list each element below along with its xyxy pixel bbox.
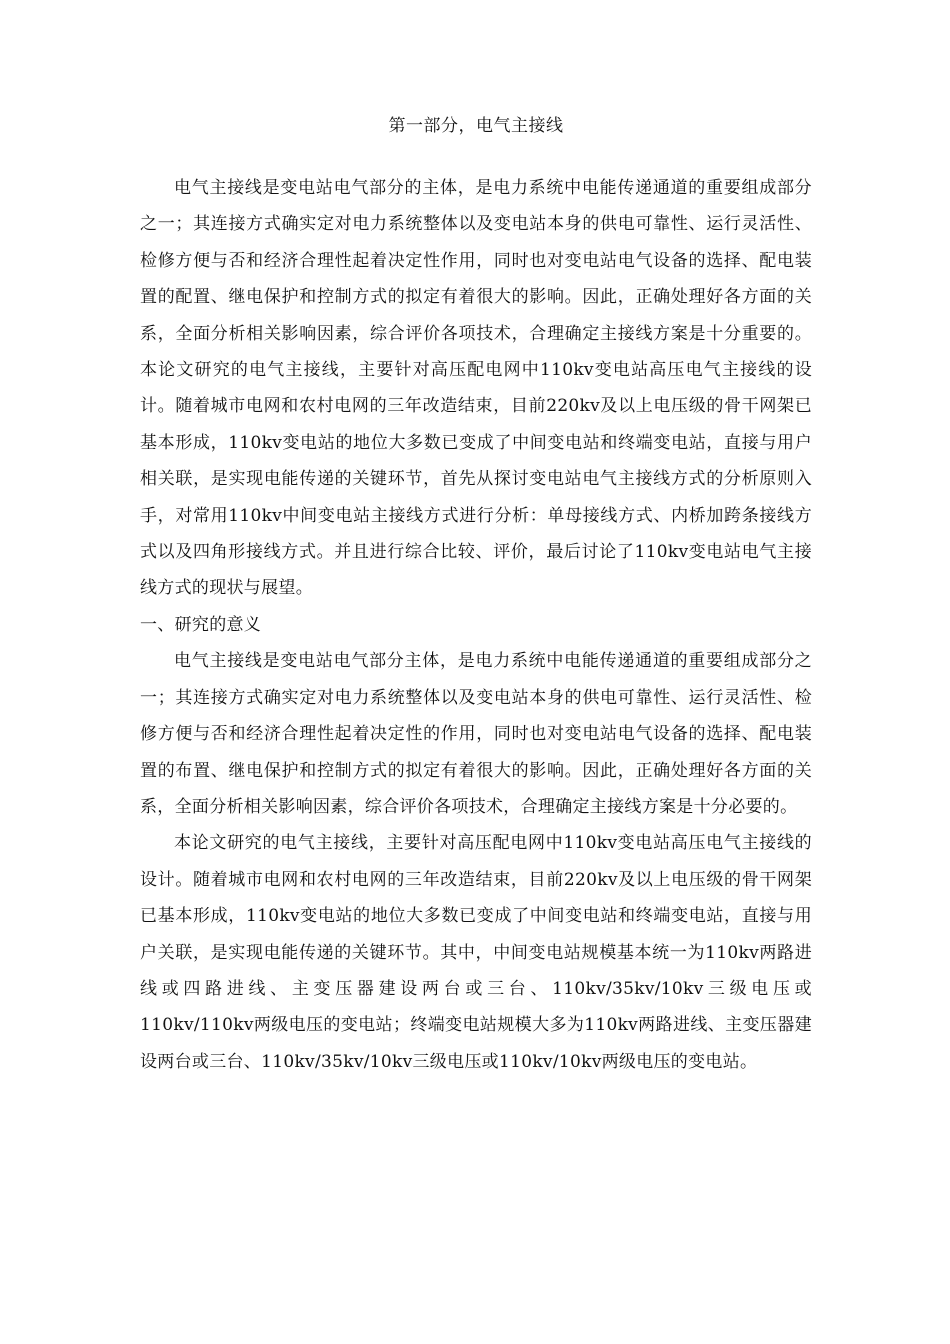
title-spacer <box>140 146 812 170</box>
document-page <box>140 106 812 1080</box>
section-paragraph: 本论文研究的电气主接线，主要针对高压配电网中110kv变电站高压电气主接线的设计。随着城市电网和农村电网的三年改造结束，目前220kv及以上电压级的骨干网架已基本形成，110kv变电站的地位大多数已变成了中间变电站和终端变电站，直接与用户关联，是实现电能传递的关键环节。其中，中间变电站规模基本统一为110kv两路进线或四路进线、主变压器建设两台或三台、110kv/35kv/10kv三级电压或110kv/110kv两级电压的变电站；终端变电站规模大多为110kv两路进线、主变压器建设两台或三台、110kv/35kv/10kv三级电压或110kv/10kv两级电压的变电站。 <box>140 833 812 1072</box>
intro-paragraph: 电气主接线是变电站电气部分的主体，是电力系统中电能传递通道的重要组成部分之一；其连接方式确实定对电力系统整体以及变电站本身的供电可靠性、运行灵活性、检修方便与否和经济合理性起着决定性作用，同时也对变电站电气设备的选择、配电装置的配置、继电保护和控制方式的拟定有着很大的影响。因此，正确处理好各方面的关系，全面分析相关影响因素，综合评价各项技术，合理确定主接线方案是十分重要的。本论文研究的电气主接线，主要针对高压配电网中110kv变电站高压电气主接线的设计。随着城市电网和农村电网的三年改造结束，目前220kv及以上电压级的骨干网架已基本形成，110kv变电站的地位大多数已变成了中间变电站和终端变电站，直接与用户相关联，是实现电能传递的关键环节，首先从探讨变电站电气主接线方式的分析原则入手，对常用110kv中间变电站主接线方式进行分析：单母接线方式、内桥加跨条接线方式以及四角形接线方式。并且进行综合比较、评价，最后讨论了110kv变电站电气主接线方式的现状与展望。 <box>140 178 812 599</box>
document-title: 第一部分，电气主接线 <box>388 116 564 136</box>
section-paragraph: 电气主接线是变电站电气部分主体，是电力系统中电能传递通道的重要组成部分之一；其连接方式确实定对电力系统整体以及变电站本身的供电可靠性、运行灵活性、检修方便与否和经济合理性起着决定性的作用，同时也对变电站电气设备的选择、配电装置的布置、继电保护和控制方式的拟定有着很大的影响。因此，正确处理好各方面的关系，全面分析相关影响因素，综合评价各项技术，合理确定主接线方案是十分必要的。 <box>140 651 812 817</box>
section-heading: 一、研究的意义 <box>140 614 262 635</box>
